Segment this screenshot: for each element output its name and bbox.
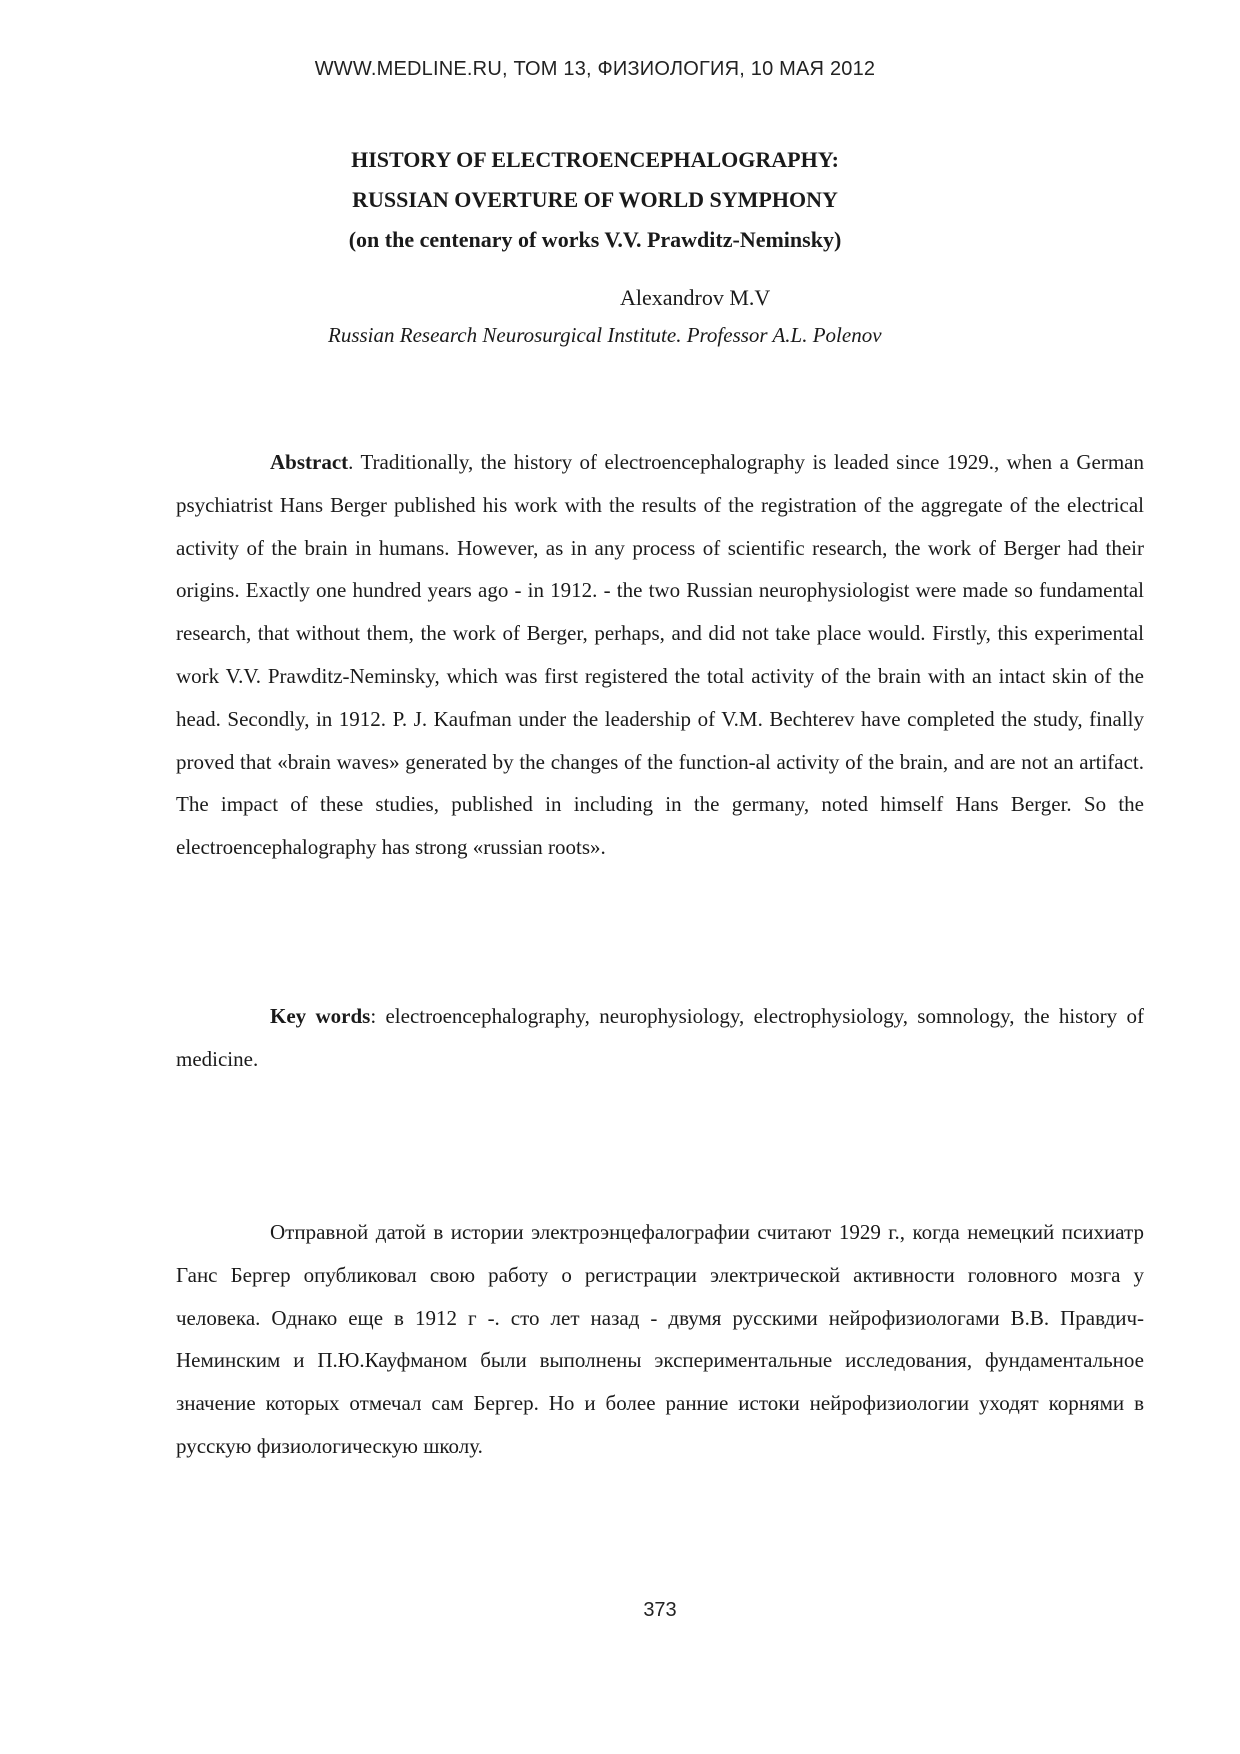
keywords-paragraph <box>176 995 1144 1081</box>
running-header: WWW.MEDLINE.RU, ТОМ 13, ФИЗИОЛОГИЯ, 10 МАЯ 2012 <box>314 58 876 80</box>
page-number: 373 <box>643 1599 677 1621</box>
article-title <box>0 140 1190 260</box>
abstract-text: . Traditionally, the history of electroencephalography is leaded since 1929., when a German psychiatrist Hans Berger published his work with the results of the registration of the aggregate of the electrical activity of the brain in humans. However, as in any process of scientific research, the work of Berger had their origins. Exactly one hundred years ago - in 1912. - the two Russian neurophysiologist were made so fundamental research, that without them, the work of Berger, perhaps, and did not take place would. Firstly, this experimental work V.V. Prawditz-Neminsky, which was first registered the total activity of the brain with an intact skin of the head. Secondly, in 1912. P. J. Kaufman under the leadership of V.M. Bechterev have completed the study, finally proved that «brain waves» generated by the changes of the function-al activity of the brain, and are not an artifact. The impact of these studies, published in including in the germany, noted himself Hans Berger. So the electroencephalography has strong «russian roots». <box>176 450 1144 860</box>
abstract-label: Abstract <box>270 450 349 474</box>
author-name: Alexandrov M.V <box>620 285 771 310</box>
keywords-label: Key words <box>270 1004 371 1028</box>
russian-body-paragraph: Отправной датой в истории электроэнцефалографии считают 1929 г., когда немецкий психиатр Ганс Бергер опубликовал свою работу о регистрации электрической активности головного мозга у человека. Однако еще в 1912 г -. сто лет назад - двумя русскими нейрофизиологами В.В. Правдич-Неминским и П.Ю.Кауфманом были выполнены экспериментальные исследования, фундаментальное значение которых отмечал сам Бергер. Но и более ранние истоки нейрофизиологии уходят корнями в русскую физиологическую школу. <box>176 1220 1144 1458</box>
title-line-2: RUSSIAN OVERTURE OF WORLD SYMPHONY <box>352 187 838 212</box>
title-line-3: (on the centenary of works V.V. Prawditz-Neminsky) <box>348 227 842 252</box>
keywords-text: : electroencephalography, neurophysiology, electrophysiology, somnology, the history of medicine. <box>176 1004 1144 1071</box>
abstract-paragraph <box>176 441 1144 869</box>
author-affiliation: Russian Research Neurosurgical Institute. Professor A.L. Polenov <box>328 323 882 347</box>
title-line-1: HISTORY OF ELECTROENCEPHALOGRAPHY: <box>351 147 839 172</box>
